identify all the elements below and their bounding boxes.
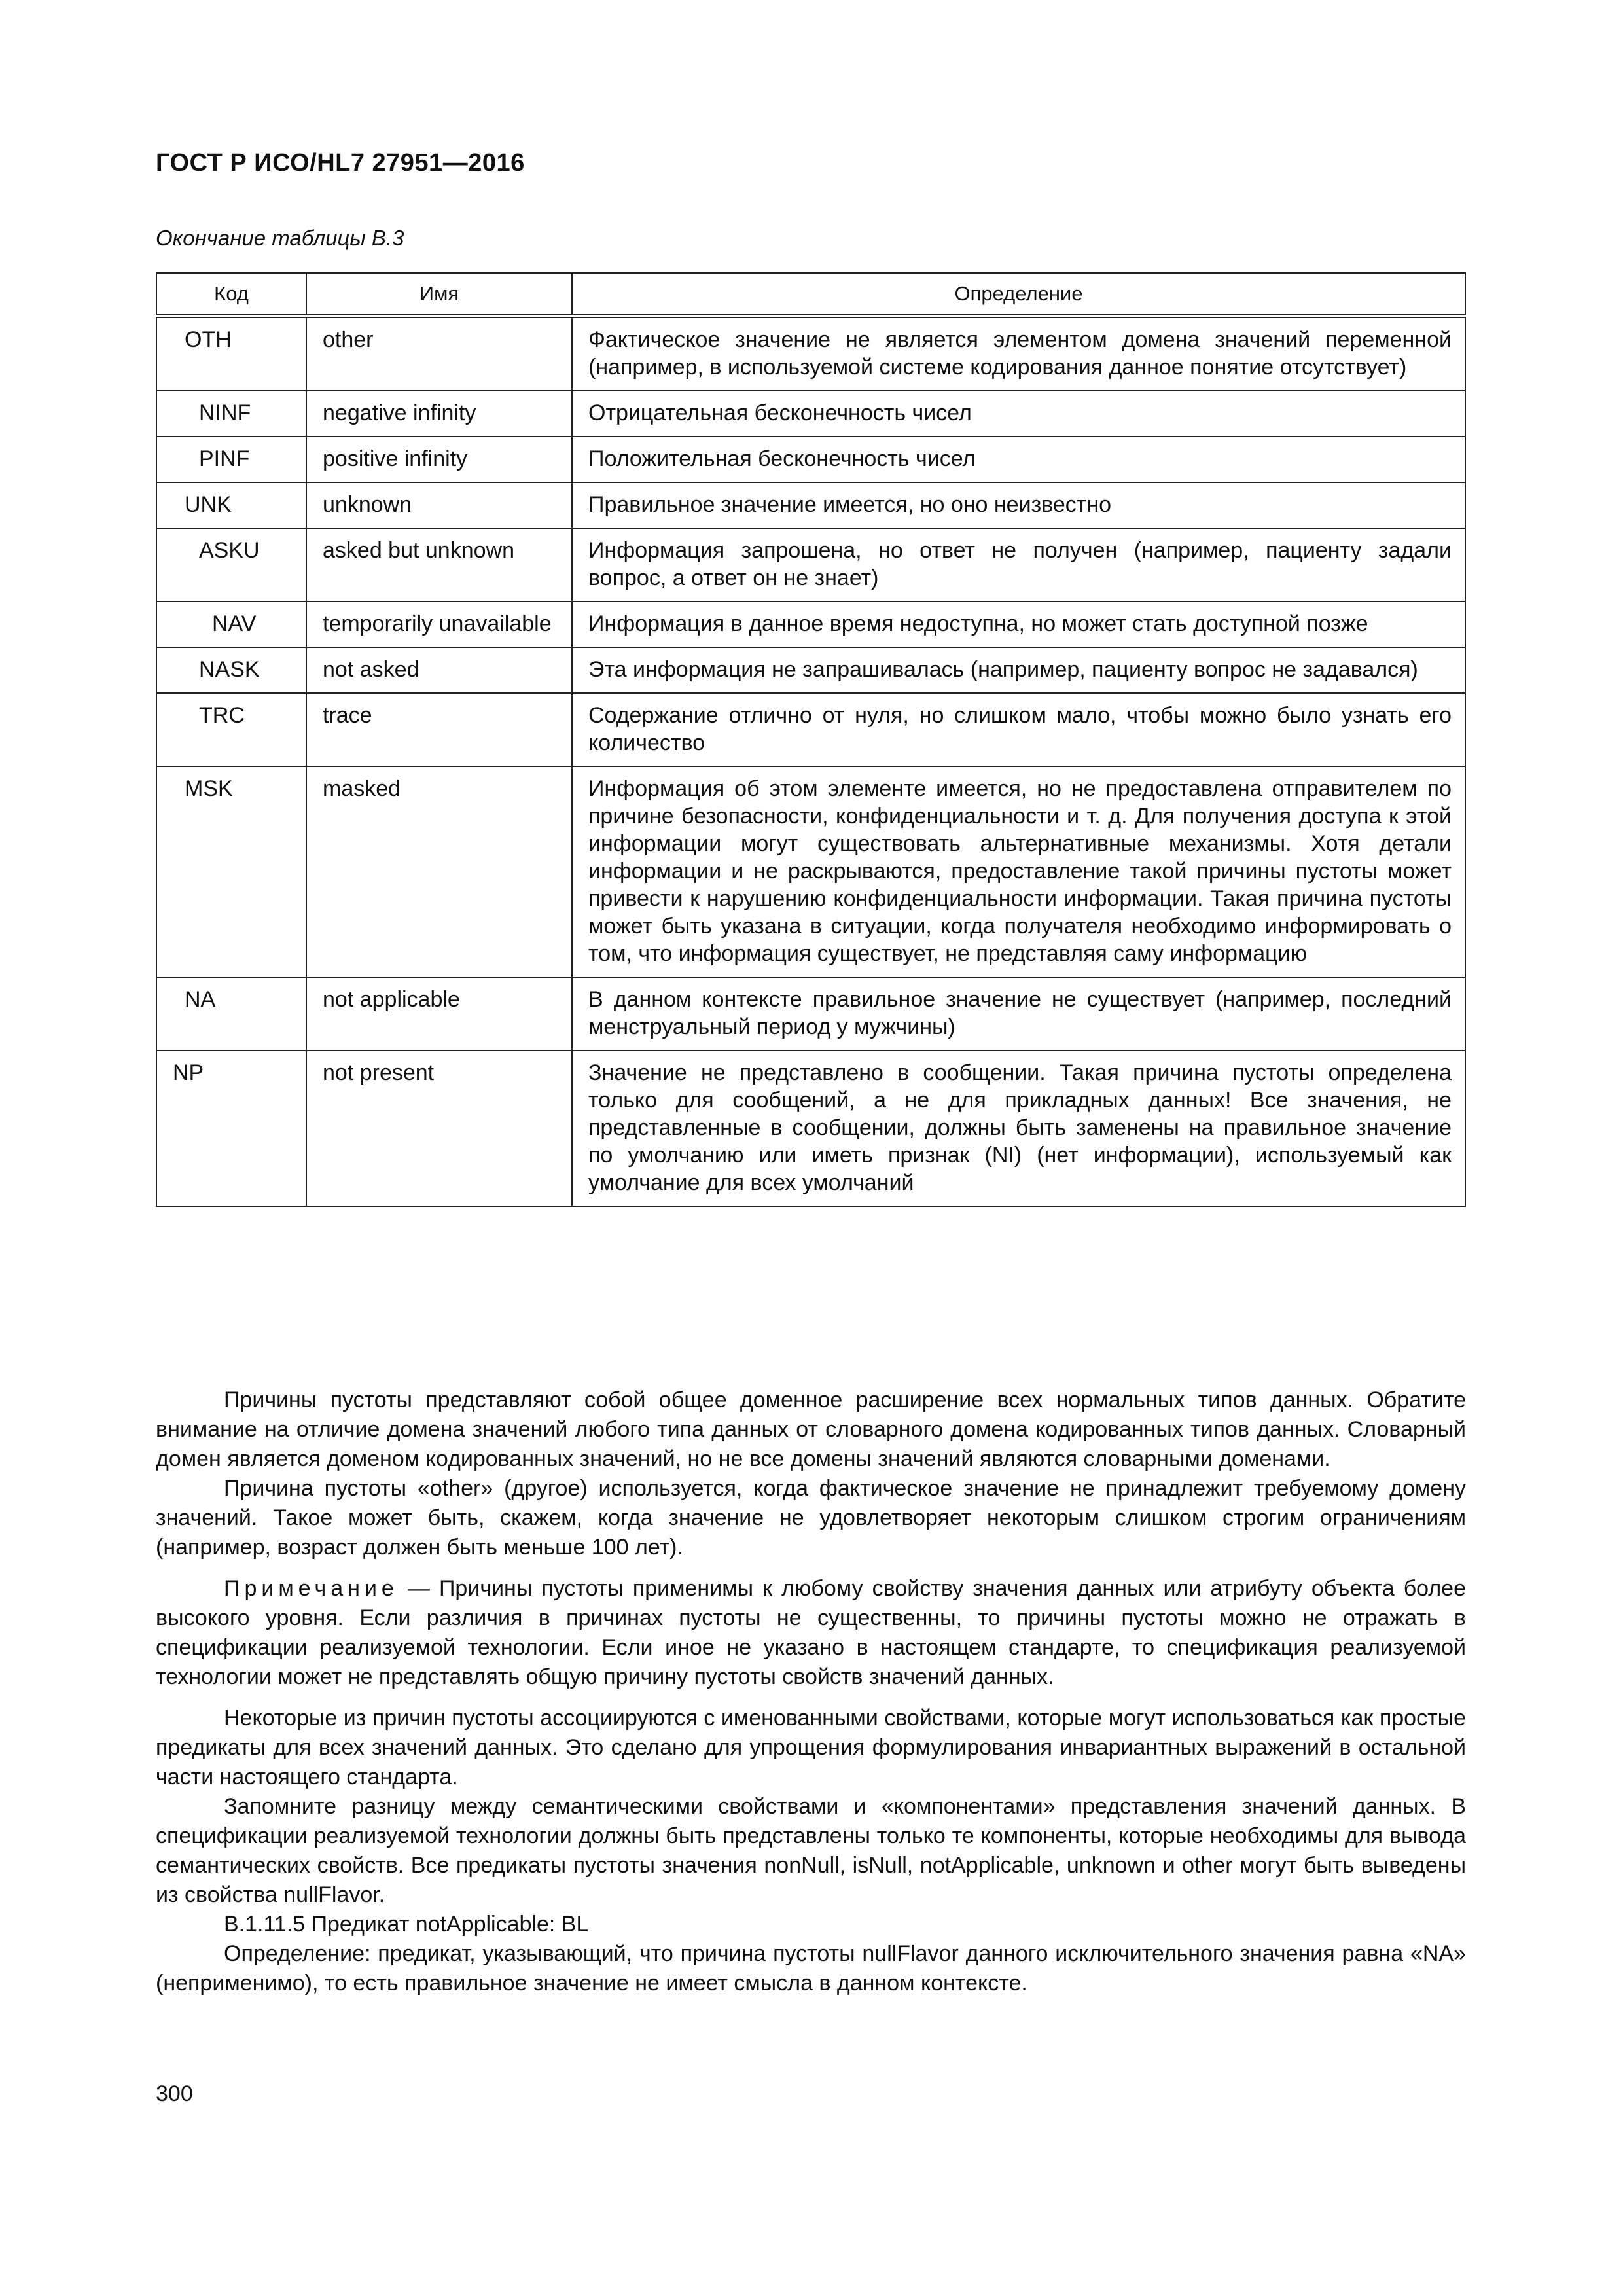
definition-cell: Положительная бесконечность чисел <box>572 437 1465 482</box>
name-cell: not applicable <box>306 977 572 1050</box>
definition-cell: Информация об этом элементе имеется, но не предоставлена отправителем по причине безопасности, конфиденциальности и т. д. Для получения доступа к этой информации могут существовать альтернативные механизмы. Хотя детали информации и не раскрываются, предоставление такой причины пустоты может привести к нарушению конфиденциальности информации. Такая причина пустоты может быть указана в ситуации, когда получателя необходимо информировать о том, что информация существует, не представляя саму информацию <box>572 766 1465 977</box>
code-cell: PINF <box>156 437 306 482</box>
name-cell: negative infinity <box>306 391 572 437</box>
column-header-definition: Определение <box>572 273 1465 316</box>
code-cell: ASKU <box>156 528 306 601</box>
note-text: — Причины пустоты применимы к любому свойству значения данных или атрибуту объекта более высокого уровня. Если различия в причинах пустоты не существенны, то причины пустоты можно не отражать в спецификации реализуемой технологии. Если иное не указано в настоящем стандарте, то спецификация реализуемой технологии может не представлять общую причину пустоты свойств значений данных. <box>156 1576 1466 1689</box>
section-heading: В.1.11.5 Предикат notApplicable: BL <box>224 1912 589 1937</box>
page-number: 300 <box>156 2081 193 2106</box>
code-cell: NA <box>156 977 306 1050</box>
paragraph: Причина пустоты «other» (другое) используется, когда фактическое значение не принадлежит требуемому домену значений. Такое может быть, скажем, когда значение не удовлетворяет некоторым слишком строгим ограничениям (например, возраст должен быть меньше 100 лет). <box>156 1476 1466 1560</box>
table-row <box>156 977 1465 1050</box>
table-row <box>156 693 1465 766</box>
name-cell: unknown <box>306 482 572 528</box>
name-cell: not present <box>306 1050 572 1206</box>
name-cell: masked <box>306 766 572 977</box>
table-row <box>156 1050 1465 1206</box>
column-header-code: Код <box>156 273 306 316</box>
document-code-header: ГОСТ Р ИСО/HL7 27951—2016 <box>156 149 525 177</box>
definition-cell: Отрицательная бесконечность чисел <box>572 391 1465 437</box>
table-row <box>156 528 1465 601</box>
definition-cell: Содержание отлично от нуля, но слишком мало, чтобы можно было узнать его количество <box>572 693 1465 766</box>
code-cell: NINF <box>156 391 306 437</box>
paragraph: Запомните разницу между семантическими свойствами и «компонентами» представления значений данных. В спецификации реализуемой технологии должны быть представлены только те компоненты, которые необходимы для вывода семантических свойств. Все предикаты пустоты значения nonNull, isNull, notApplicable, unknown и other могут быть выведены из свойства nullFlavor. <box>156 1794 1466 1907</box>
table-row <box>156 647 1465 693</box>
table-row <box>156 601 1465 647</box>
code-cell: UNK <box>156 482 306 528</box>
name-cell: other <box>306 316 572 391</box>
body-text <box>156 1386 1466 1998</box>
paragraph: Некоторые из причин пустоты ассоциируются с именованными свойствами, которые могут использоваться как простые предикаты для всех значений данных. Это сделано для упрощения формулирования инвариантных выражений в остальной части настоящего стандарта. <box>156 1706 1466 1789</box>
table-row <box>156 437 1465 482</box>
definition-cell: В данном контексте правильное значение не существует (например, последний менструальный период у мужчины) <box>572 977 1465 1050</box>
table-row <box>156 391 1465 437</box>
table-row <box>156 482 1465 528</box>
name-cell: temporarily unavailable <box>306 601 572 647</box>
note-paragraph <box>156 1574 1466 1692</box>
code-cell: NAV <box>156 601 306 647</box>
name-cell: not asked <box>306 647 572 693</box>
definition-cell: Информация в данное время недоступна, но может стать доступной позже <box>572 601 1465 647</box>
code-cell: OTH <box>156 316 306 391</box>
table-header-row <box>156 273 1465 316</box>
name-cell: trace <box>306 693 572 766</box>
code-cell: NASK <box>156 647 306 693</box>
table-row <box>156 766 1465 977</box>
table-caption: Окончание таблицы В.3 <box>156 226 404 250</box>
name-cell: positive infinity <box>306 437 572 482</box>
name-cell: asked but unknown <box>306 528 572 601</box>
note-label: Примечание <box>224 1576 399 1601</box>
code-cell: TRC <box>156 693 306 766</box>
code-cell: NP <box>156 1050 306 1206</box>
paragraph: Определение: предикат, указывающий, что причина пустоты nullFlavor данного исключительного значения равна «NA» (неприменимо), то есть правильное значение не имеет смысла в данном контексте. <box>156 1941 1466 1996</box>
paragraph: Причины пустоты представляют собой общее доменное расширение всех нормальных типов данных. Обратите внимание на отличие домена значений любого типа данных от словарного домена кодированных типов данных. Словарный домен является доменом кодированных значений, но не все домены значений являются словарными доменами. <box>156 1388 1466 1471</box>
column-header-name: Имя <box>306 273 572 316</box>
definition-cell: Правильное значение имеется, но оно неизвестно <box>572 482 1465 528</box>
definition-cell: Информация запрошена, но ответ не получен (например, пациенту задали вопрос, а ответ он не знает) <box>572 528 1465 601</box>
definition-cell: Фактическое значение не является элементом домена значений переменной (например, в используемой системе кодирования данное понятие отсутствует) <box>572 316 1465 391</box>
code-cell: MSK <box>156 766 306 977</box>
null-flavor-table <box>156 272 1466 1207</box>
definition-cell: Значение не представлено в сообщении. Такая причина пустоты определена только для сообщений, а не для прикладных данных! Все значения, не представленные в сообщении, должны быть заменены на правильное значение по умолчанию или иметь признак (NI) (нет информации), используемый как умолчание для всех умолчаний <box>572 1050 1465 1206</box>
definition-cell: Эта информация не запрашивалась (например, пациенту вопрос не задавался) <box>572 647 1465 693</box>
table-row <box>156 316 1465 391</box>
